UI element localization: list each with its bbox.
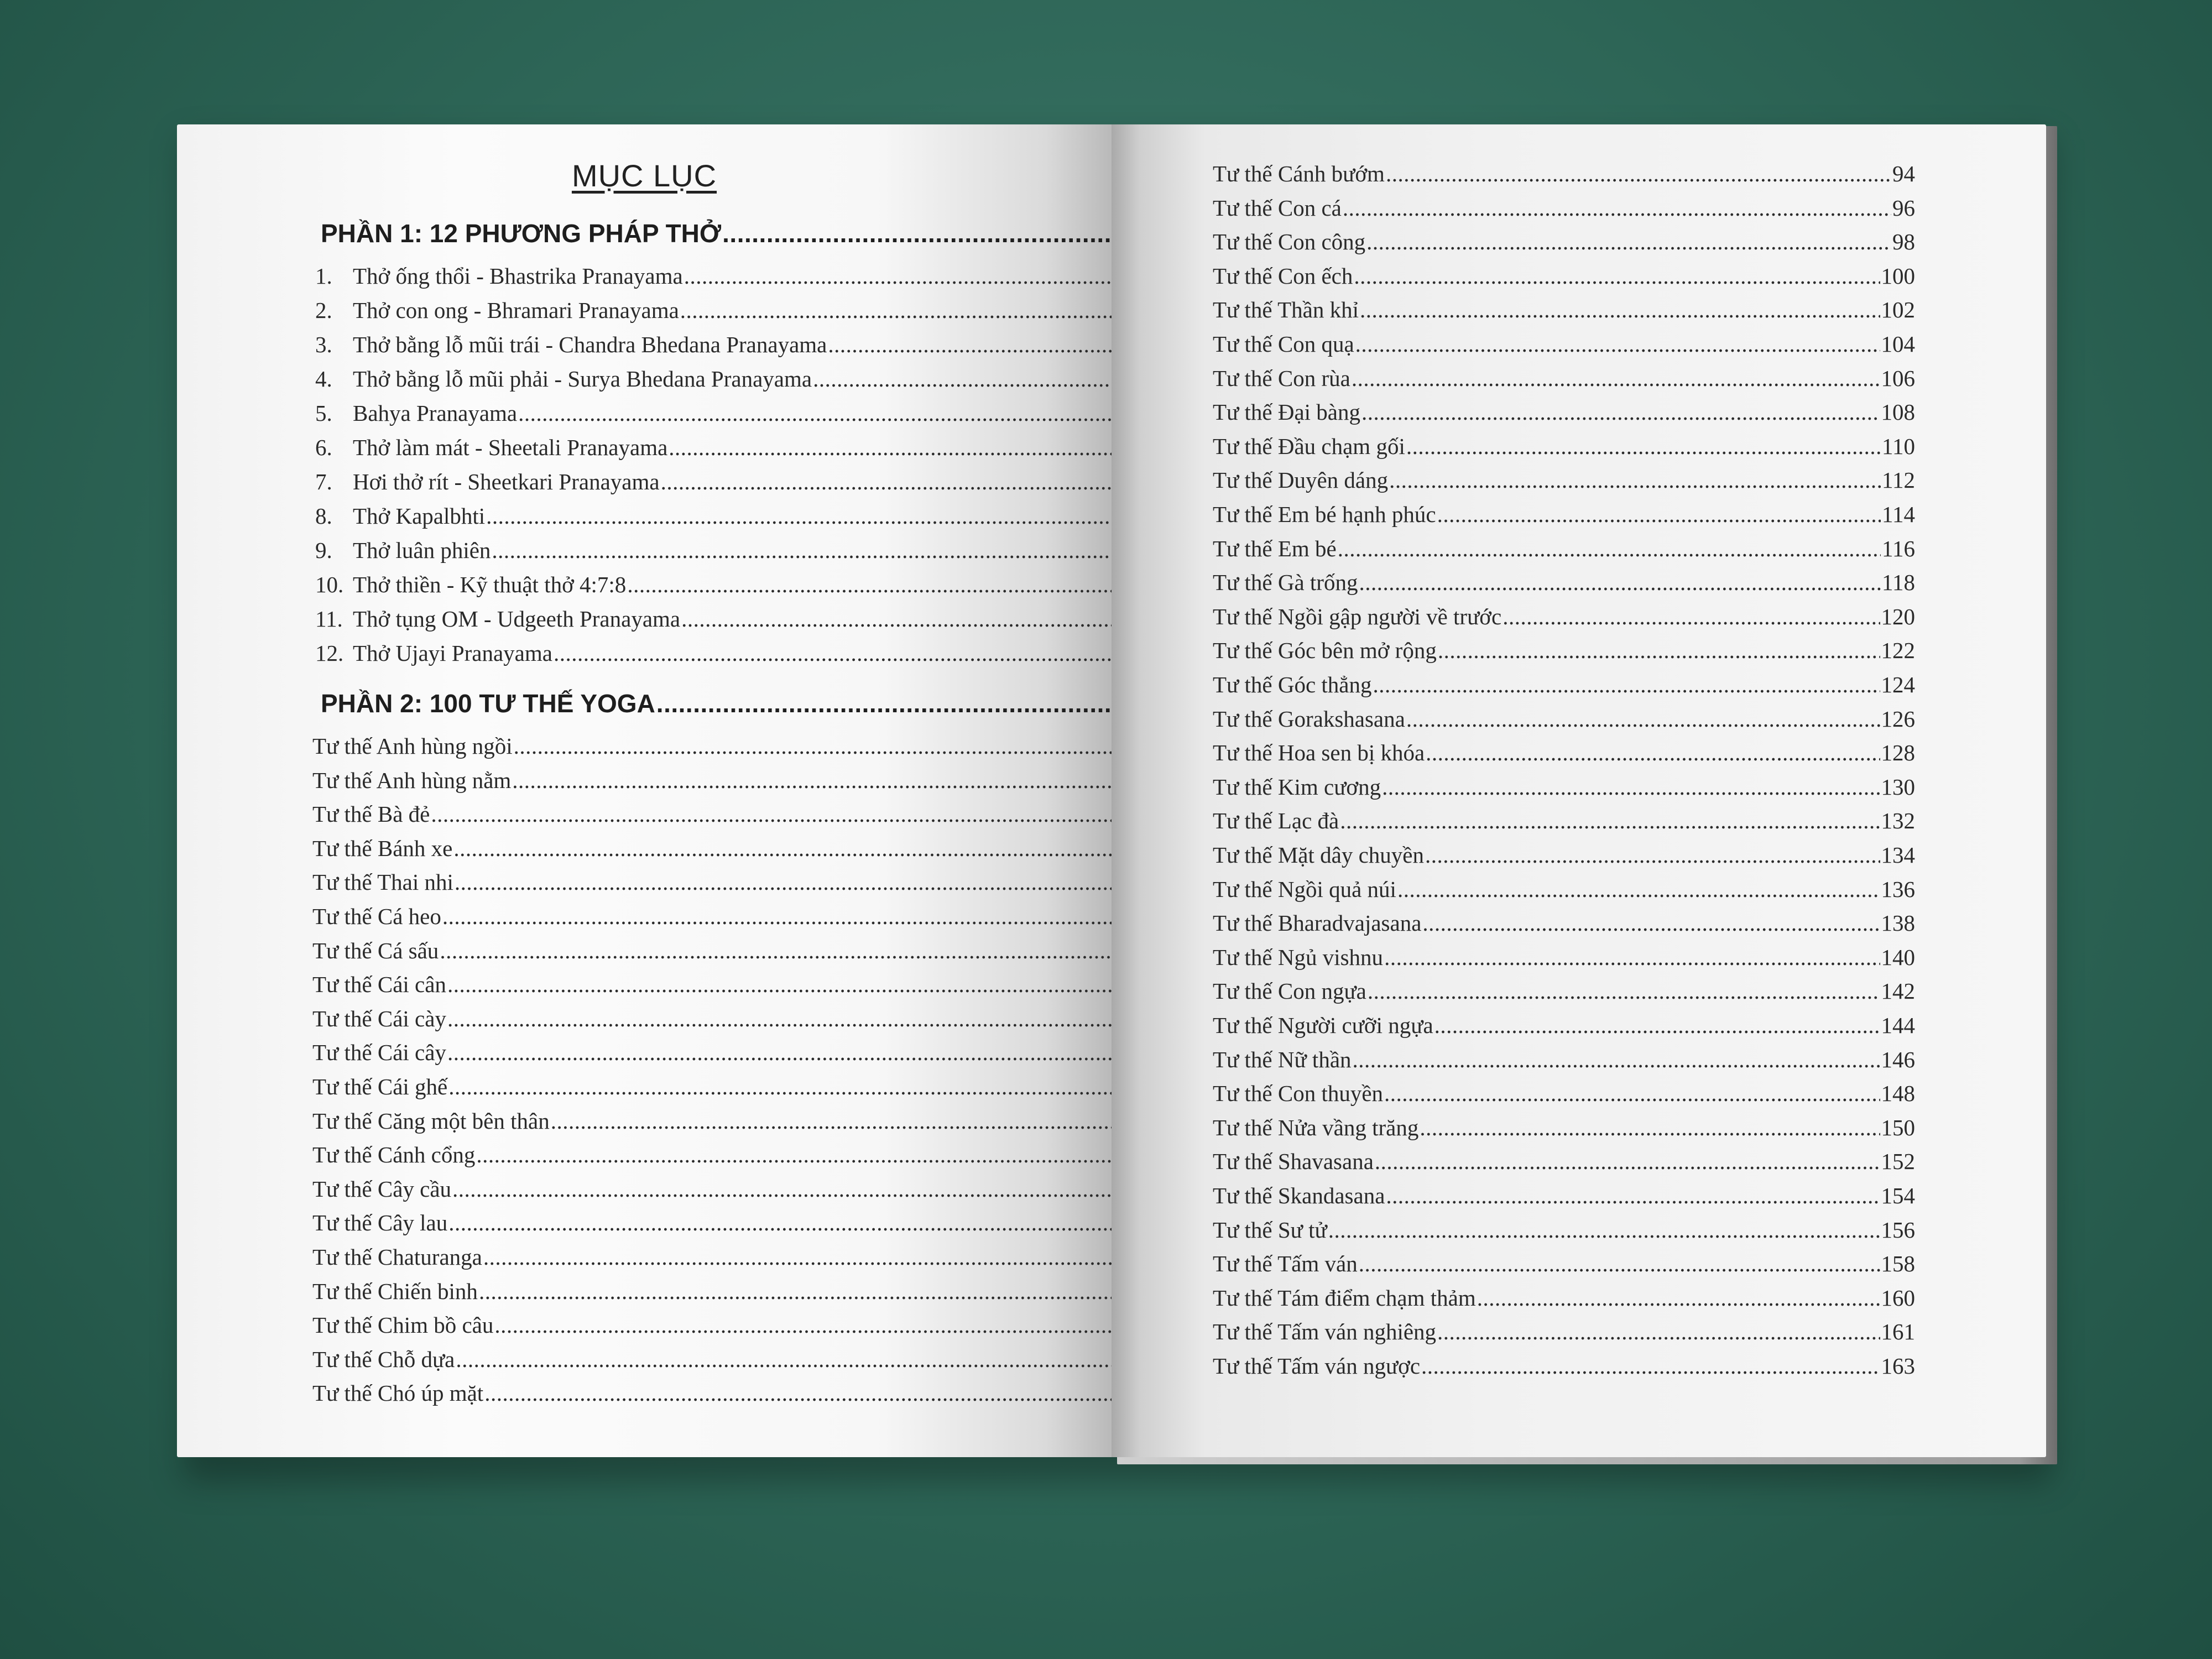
toc-entry [1213, 535, 1915, 562]
toc-page-number: 161 [1881, 1319, 1915, 1345]
toc-entry-label: Tư thế Shavasana [1213, 1149, 1374, 1175]
toc-entry [312, 801, 1112, 827]
toc-entry-label: Thở bằng lỗ mũi phải - Surya Bhedana Pranayama [353, 366, 812, 392]
toc-entry-label: Thở làm mát - Sheetali Pranayama [353, 435, 668, 460]
dot-leader [476, 1141, 1112, 1168]
dot-leader [494, 1312, 1112, 1338]
toc-entry [312, 767, 1112, 794]
toc-entry [315, 537, 1112, 564]
toc-page-number: 104 [1881, 331, 1915, 357]
toc-page-number: 106 [1881, 365, 1915, 391]
dot-leader [447, 1039, 1112, 1066]
toc-entry [312, 903, 1112, 930]
dot-leader [1355, 331, 1880, 357]
toc-page-number: 158 [1881, 1251, 1915, 1277]
toc-entry [1213, 228, 1915, 255]
toc-page-number: 94 [1892, 161, 1915, 186]
dot-leader [431, 801, 1112, 827]
dot-leader [492, 537, 1112, 564]
toc-page-number: 98 [1892, 229, 1915, 255]
toc-entry-number: 8. [315, 503, 332, 529]
dot-leader [1368, 978, 1880, 1004]
toc-entry [1213, 637, 1915, 664]
toc-page-number: 136 [1881, 876, 1915, 902]
toc-entry-label: Tư thế Người cưỡi ngựa [1213, 1013, 1433, 1038]
toc-entry [1213, 978, 1915, 1004]
toc-entry-label: Tư thế Mặt dây chuyền [1213, 842, 1424, 868]
dot-leader [453, 835, 1112, 862]
toc-entry-label: Tư thế Cây cầu [312, 1176, 452, 1202]
toc-entry-number: 9. [315, 538, 332, 563]
toc-entry-label: Tư thế Đầu chạm gối [1213, 433, 1405, 459]
toc-entry-label: Tư thế Con ếch [1213, 263, 1353, 289]
toc-entry [1213, 944, 1915, 971]
toc-entry-label: Thở Kapalbhti [353, 503, 486, 529]
dot-leader [627, 571, 1112, 598]
dot-leader [1477, 1285, 1880, 1311]
toc-page-number: 163 [1881, 1353, 1915, 1379]
dot-leader [1437, 1318, 1880, 1345]
toc-entry [1213, 467, 1915, 493]
toc-entry-label: Tư thế Gorakshasana [1213, 706, 1405, 732]
toc-entry [312, 937, 1112, 964]
toc-entry [1213, 365, 1915, 392]
toc-entry [1213, 1012, 1915, 1039]
toc-page-number: 132 [1881, 808, 1915, 834]
toc-entry [1213, 1046, 1915, 1073]
dot-leader [1438, 637, 1880, 664]
toc-entry-label: Tư thế Góc thẳng [1213, 672, 1372, 697]
toc-entry [1213, 569, 1915, 596]
toc-page-number: 96 [1892, 195, 1915, 221]
toc-entry [1213, 296, 1915, 323]
toc-page-number: 148 [1881, 1081, 1915, 1107]
toc-entry [1213, 671, 1915, 698]
toc-entry [312, 1176, 1112, 1202]
dot-leader [512, 767, 1112, 794]
toc-page-number: 160 [1881, 1285, 1915, 1311]
toc-entry-label: Tư thế Bharadvajasana [1213, 910, 1422, 936]
toc-entry-label: Thở Ujayi Pranayama [353, 640, 552, 666]
toc-entry [1213, 1114, 1915, 1141]
toc-entry-label: Tư thế Cái cây [312, 1040, 446, 1066]
toc-page-number: 126 [1881, 706, 1915, 732]
toc-page-number: 118 [1882, 570, 1915, 596]
dot-leader [1421, 1353, 1880, 1379]
toc-entry-label: Tư thế Góc bên mở rộng [1213, 638, 1437, 664]
toc-entry-label: Tư thế Chỗ dựa [312, 1346, 455, 1372]
toc-entry [312, 1141, 1112, 1168]
section-heading: PHẦN 1: 12 PHƯƠNG PHÁP THỞ [321, 219, 722, 248]
dot-leader [1420, 1114, 1880, 1141]
toc-entry [1213, 1148, 1915, 1175]
toc-entry-label: Thở bằng lỗ mũi trái - Chandra Bhedana Pranayama [353, 332, 827, 357]
toc-entry-label: Tư thế Hoa sen bị khóa [1213, 740, 1425, 766]
dot-leader [828, 331, 1112, 358]
toc-entry [312, 1039, 1112, 1066]
dot-leader [1384, 944, 1880, 971]
dot-leader [1397, 876, 1880, 902]
toc-entry-label: Tư thế Con rùa [1213, 365, 1350, 391]
toc-entry [1213, 910, 1915, 936]
dot-leader [448, 1209, 1112, 1236]
toc-entry-label: Tư thế Con công [1213, 229, 1366, 255]
dot-leader [518, 400, 1112, 426]
dot-leader [452, 1176, 1112, 1202]
left-page [177, 124, 1112, 1457]
toc-entry-label: Tư thế Lạc đà [1213, 808, 1339, 834]
toc-entry [312, 1312, 1112, 1338]
toc-page-number: 128 [1881, 740, 1915, 766]
dot-leader [486, 503, 1112, 529]
toc-entry-label: Tư thế Con ngựa [1213, 978, 1366, 1004]
toc-entry-label: Thở tụng OM - Udgeeth Pranayama [353, 606, 681, 632]
dot-leader [1354, 263, 1880, 289]
dot-leader [1373, 671, 1880, 698]
toc-entry-label: Tư thế Kim cương [1213, 774, 1381, 800]
toc-entry-label: Thở con ong - Bhramari Pranayama [353, 298, 679, 323]
toc-entry [312, 1108, 1112, 1134]
toc-entry-label: Thở thiền - Kỹ thuật thở 4:7:8 [353, 572, 627, 597]
toc-entry-label: Bahya Pranayama [353, 400, 518, 426]
toc-page-number: 108 [1881, 399, 1915, 425]
dot-leader [1360, 296, 1880, 323]
dot-leader [1406, 706, 1880, 732]
toc-page-number: 156 [1881, 1217, 1915, 1243]
toc-page-number: 134 [1881, 842, 1915, 868]
toc-entry [1213, 1353, 1915, 1379]
dot-leader [1343, 195, 1891, 221]
toc-entry [1213, 807, 1915, 834]
toc-entry-label: Tư thế Tấm ván [1213, 1251, 1358, 1277]
toc-entry [1213, 331, 1915, 357]
toc-entry [312, 1278, 1112, 1305]
dot-leader [1382, 774, 1880, 800]
toc-page-number: 110 [1882, 433, 1915, 459]
section-heading-row [321, 688, 1112, 718]
toc-entry [312, 1244, 1112, 1270]
toc-page-number: 152 [1881, 1149, 1915, 1175]
toc-entry-number: 3. [315, 332, 332, 357]
dot-leader [1406, 433, 1881, 460]
dot-leader [551, 1108, 1112, 1134]
toc-entry-label: Tư thế Thai nhi [312, 869, 453, 895]
toc-entry-label: Tư thế Anh hùng ngồi [312, 733, 513, 759]
dot-leader [456, 1346, 1112, 1373]
dot-leader [484, 1380, 1112, 1406]
dot-leader [1384, 1080, 1880, 1107]
toc-entry-label: Tư thế Căng một bên thân [312, 1108, 550, 1134]
dot-leader [1422, 910, 1880, 936]
toc-entry-label: Tư thế Chim bồ câu [312, 1312, 494, 1338]
toc-entry-label: Tư thế Chaturanga [312, 1244, 482, 1270]
toc-entry-label: Tư thế Con quạ [1213, 331, 1354, 357]
toc-page-number: 122 [1881, 638, 1915, 664]
toc-entry-label: Tư thế Nửa vầng trăng [1213, 1114, 1419, 1140]
toc-entry-label: Tư thế Bà đẻ [312, 801, 430, 827]
toc-entry [315, 606, 1112, 632]
toc-entry [1213, 1182, 1915, 1209]
dot-leader [1353, 1046, 1880, 1073]
toc-entry-label: Tư thế Ngồi quả núi [1213, 876, 1396, 902]
toc-entry [1213, 842, 1915, 868]
dot-leader [669, 434, 1112, 461]
dot-leader [680, 297, 1112, 324]
toc-entry [1213, 1285, 1915, 1311]
toc-entry-label: Tư thế Duyên dáng [1213, 467, 1389, 493]
toc-entry-number: 5. [315, 400, 332, 426]
toc-entry-label: Tư thế Chiến binh [312, 1278, 478, 1304]
toc-entry [312, 1380, 1112, 1406]
toc-entry-label: Tư thế Cái ghế [312, 1074, 448, 1099]
toc-entry [1213, 1318, 1915, 1345]
toc-entry-label: Tư thế Em bé [1213, 535, 1337, 561]
toc-entry-label: Tư thế Cánh cổng [312, 1142, 476, 1168]
toc-entry [1213, 433, 1915, 460]
toc-page-number: 102 [1881, 297, 1915, 323]
dot-leader [1426, 739, 1880, 766]
dot-leader [448, 1073, 1112, 1100]
toc-entry-label: Tư thế Cây lau [312, 1210, 448, 1236]
toc-page-number: 116 [1882, 535, 1915, 561]
toc-entry [315, 263, 1112, 289]
toc-entry [1213, 774, 1915, 800]
toc-entry [315, 468, 1112, 495]
toc-entry [1213, 1080, 1915, 1107]
toc-entry-number: 12. [315, 640, 344, 666]
toc-entry-label: Tư thế Tấm ván ngược [1213, 1353, 1421, 1379]
dot-leader [1437, 501, 1881, 528]
dot-leader [1389, 467, 1881, 493]
toc-entry-label: Tư thế Cái cày [312, 1005, 446, 1031]
toc-entry [312, 971, 1112, 998]
toc-entry [312, 1346, 1112, 1373]
dot-leader [455, 869, 1112, 895]
toc-entry-label: Tư thế Thần khỉ [1213, 297, 1359, 323]
toc-entry [315, 400, 1112, 426]
dot-leader [656, 688, 1112, 718]
dot-leader [554, 640, 1112, 666]
toc-page-number: 100 [1881, 263, 1915, 289]
toc-page-number: 120 [1881, 603, 1915, 629]
dot-leader [1503, 603, 1880, 630]
toc-entry-number: 6. [315, 435, 332, 460]
toc-page-number: 114 [1882, 502, 1915, 527]
toc-entry-label: Thở ống thổi - Bhastrika Pranayama [353, 263, 683, 289]
toc-page-number: 142 [1881, 978, 1915, 1004]
toc-entry [315, 503, 1112, 529]
toc-entry-number: 11. [315, 606, 343, 632]
toc-entry-label: Tư thế Cá sấu [312, 937, 439, 963]
toc-page-number: 112 [1882, 467, 1915, 493]
dot-leader [1386, 160, 1891, 187]
toc-entry [315, 640, 1112, 666]
dot-leader [447, 1005, 1112, 1032]
dot-leader [722, 218, 1112, 248]
toc-entry [1213, 160, 1915, 187]
dot-leader [1434, 1012, 1880, 1039]
toc-entry-label: Tư thế Chó úp mặt [312, 1380, 484, 1406]
toc-title: MỤC LỤC [571, 158, 717, 193]
toc-entry-label: Tư thế Cái cân [312, 972, 446, 998]
toc-page-number: 140 [1881, 944, 1915, 970]
toc-entry [312, 733, 1112, 759]
toc-entry-label: Tư thế Đại bàng [1213, 399, 1361, 425]
dot-leader [1338, 535, 1881, 562]
dot-leader [1352, 365, 1880, 392]
dot-leader [1359, 569, 1881, 596]
toc-page-number: 150 [1881, 1114, 1915, 1140]
toc-page-number: 138 [1881, 910, 1915, 936]
dot-leader [1386, 1182, 1880, 1209]
toc-entry [1213, 263, 1915, 289]
dot-leader [1425, 842, 1880, 868]
toc-entry [1213, 739, 1915, 766]
toc-entry [312, 835, 1112, 862]
dot-leader [1328, 1217, 1880, 1243]
dot-leader [1340, 807, 1880, 834]
dot-leader [1361, 399, 1880, 425]
toc-entry-number: 1. [315, 263, 332, 289]
dot-leader [1375, 1148, 1880, 1175]
toc-entry [1213, 399, 1915, 425]
toc-entry-label: Tư thế Nữ thần [1213, 1046, 1352, 1072]
toc-entry-label: Tư thế Tấm ván nghiêng [1213, 1319, 1437, 1345]
toc-page-number: 146 [1881, 1046, 1915, 1072]
dot-leader [661, 468, 1112, 495]
toc-entry-number: 2. [315, 298, 332, 323]
dot-leader [440, 937, 1112, 964]
toc-entry [1213, 706, 1915, 732]
toc-entry [315, 297, 1112, 324]
toc-entry-label: Tư thế Con cá [1213, 195, 1342, 221]
toc-entry-label: Tư thế Gà trống [1213, 570, 1358, 596]
toc-entry-label: Tư thế Em bé hạnh phúc [1213, 502, 1436, 527]
toc-page-number: 130 [1881, 774, 1915, 800]
toc-entry [1213, 501, 1915, 528]
toc-entry-label: Tư thế Sư tử [1213, 1217, 1327, 1243]
toc-entry-label: Tư thế Anh hùng nằm [312, 767, 512, 793]
dot-leader [1366, 228, 1891, 255]
toc-entry [1213, 876, 1915, 902]
toc-entry [315, 571, 1112, 598]
toc-entry-number: 10. [315, 572, 344, 597]
toc-entry [1213, 195, 1915, 221]
dot-leader [514, 733, 1112, 759]
toc-entry [312, 869, 1112, 895]
toc-entry [312, 1005, 1112, 1032]
toc-entry-label: Tư thế Cánh bướm [1213, 161, 1385, 186]
toc-entry-label: Tư thế Cá heo [312, 904, 441, 929]
toc-entry-number: 7. [315, 469, 332, 494]
section-heading: PHẦN 2: 100 TƯ THẾ YOGA [321, 689, 655, 718]
toc-entry [312, 1073, 1112, 1100]
toc-entry-label: Tư thế Con thuyền [1213, 1081, 1384, 1107]
toc-page-number: 154 [1881, 1183, 1915, 1208]
dot-leader [681, 606, 1112, 632]
dot-leader [447, 971, 1112, 998]
toc-entry [1213, 1217, 1915, 1243]
toc-page-number: 124 [1881, 672, 1915, 697]
toc-entry-label: Hơi thở rít - Sheetkari Pranayama [353, 469, 660, 494]
toc-entry-label: Tư thế Bánh xe [312, 835, 453, 861]
toc-entry [1213, 1250, 1915, 1277]
toc-entry [315, 366, 1112, 392]
section-heading-row [321, 218, 1112, 248]
dot-leader [1359, 1250, 1880, 1277]
toc-entry-label: Tư thế Tám điểm chạm thảm [1213, 1285, 1476, 1311]
dot-leader [813, 366, 1112, 392]
toc-entry [315, 331, 1112, 358]
toc-entry-label: Tư thế Ngủ vishnu [1213, 944, 1384, 970]
toc-entry [315, 434, 1112, 461]
right-page [1112, 124, 2046, 1457]
dot-leader [684, 263, 1112, 289]
toc-entry-label: Tư thế Ngồi gập người về trước [1213, 603, 1502, 629]
toc-entry [1213, 603, 1915, 630]
toc-entry [312, 1209, 1112, 1236]
dot-leader [483, 1244, 1112, 1270]
toc-entry-label: Thở luân phiên [353, 538, 491, 563]
toc-entry-number: 4. [315, 366, 332, 392]
dot-leader [479, 1278, 1112, 1305]
dot-leader [442, 903, 1112, 930]
toc-entry-label: Tư thế Skandasana [1213, 1183, 1385, 1208]
toc-page-number: 144 [1881, 1013, 1915, 1038]
